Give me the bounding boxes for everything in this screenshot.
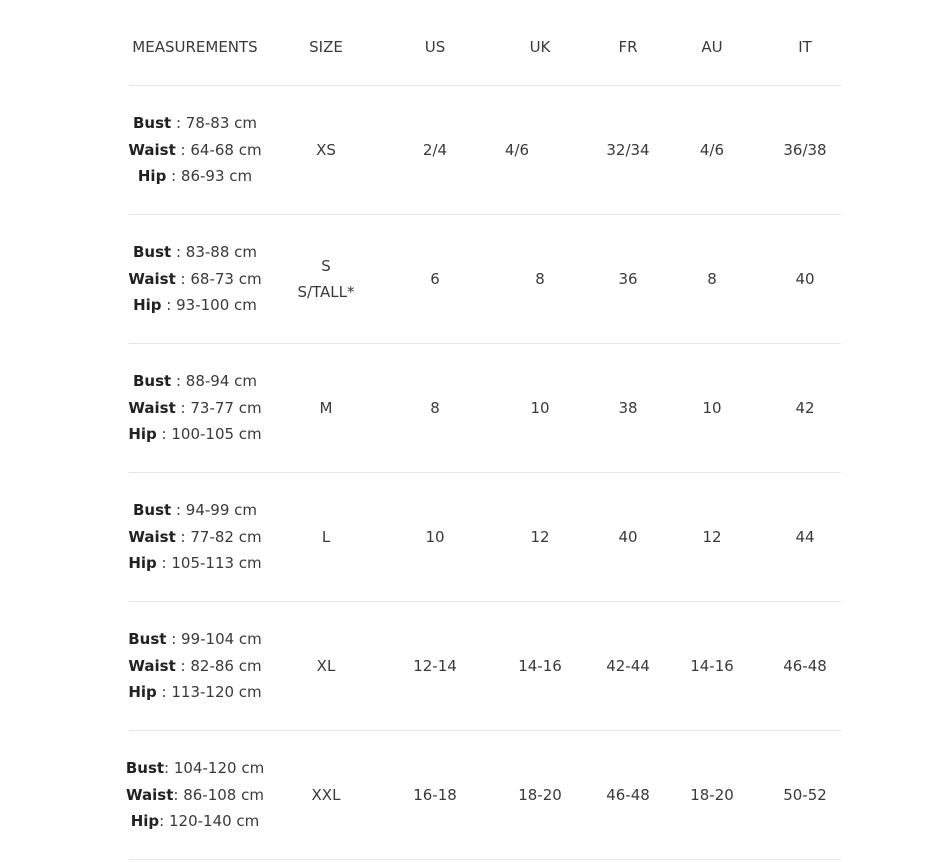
fr-size-cell: 40 — [618, 527, 638, 546]
it-size-cell: 46-48 — [783, 656, 827, 675]
size-cell: M — [319, 398, 333, 417]
table-row — [129, 602, 841, 731]
measurements-cell — [129, 602, 261, 730]
bust-measurement: Bust : 83-88 cm — [132, 243, 258, 262]
us-size-cell: 2/4 — [422, 140, 448, 159]
hip-measurement: Hip : 105-113 cm — [128, 554, 262, 573]
waist-measurement: Waist : 73-77 cm — [128, 398, 262, 417]
header-us: US — [424, 37, 446, 56]
hip-measurement: Hip : 93-100 cm — [133, 296, 257, 315]
size-cell: S S/TALL* — [297, 256, 355, 301]
fr-size-cell: 32/34 — [606, 140, 650, 159]
table-row — [129, 86, 841, 215]
header-au: AU — [701, 37, 723, 56]
hip-measurement: Hip : 86-93 cm — [137, 167, 253, 186]
measurements-cell — [129, 473, 261, 601]
uk-size-cell: 14-16 — [518, 656, 562, 675]
us-size-cell: 10 — [425, 527, 445, 546]
bust-measurement: Bust : 99-104 cm — [128, 630, 262, 649]
size-cell: XS — [316, 140, 336, 159]
table-row — [129, 473, 841, 602]
it-size-cell: 50-52 — [783, 785, 827, 804]
measurements-cell — [129, 215, 261, 343]
size-cell: L — [321, 527, 331, 546]
bust-measurement: Bust: 104-120 cm — [125, 759, 265, 778]
waist-measurement: Waist: 86-108 cm — [126, 785, 264, 804]
au-size-cell: 12 — [702, 527, 722, 546]
table-header-row — [129, 0, 841, 86]
hip-measurement: Hip: 120-140 cm — [130, 812, 260, 831]
uk-size-cell: 8 — [535, 269, 545, 288]
waist-measurement: Waist : 68-73 cm — [128, 269, 262, 288]
uk-size-cell: 4/6 — [504, 140, 530, 159]
size-chart-table — [125, 0, 841, 860]
hip-measurement: Hip : 113-120 cm — [128, 683, 262, 702]
fr-size-cell: 42-44 — [606, 656, 650, 675]
size-cell: XXL — [311, 785, 341, 804]
table-row — [125, 731, 841, 860]
au-size-cell: 18-20 — [690, 785, 734, 804]
fr-size-cell: 36 — [618, 269, 638, 288]
au-size-cell: 8 — [707, 269, 717, 288]
au-size-cell: 14-16 — [690, 656, 734, 675]
table-row — [129, 344, 841, 473]
fr-size-cell: 46-48 — [606, 785, 650, 804]
fr-size-cell: 38 — [618, 398, 638, 417]
us-size-cell: 12-14 — [413, 656, 457, 675]
it-size-cell: 44 — [795, 527, 815, 546]
hip-measurement: Hip : 100-105 cm — [128, 425, 262, 444]
bust-measurement: Bust : 78-83 cm — [132, 114, 258, 133]
waist-measurement: Waist : 82-86 cm — [128, 656, 262, 675]
waist-measurement: Waist : 77-82 cm — [128, 527, 262, 546]
table-row — [129, 215, 841, 344]
uk-size-cell: 12 — [530, 527, 550, 546]
us-size-cell: 6 — [430, 269, 440, 288]
measurements-cell — [125, 731, 265, 859]
au-size-cell: 10 — [702, 398, 722, 417]
size-cell: XL — [316, 656, 336, 675]
bust-measurement: Bust : 88-94 cm — [132, 372, 258, 391]
header-uk: UK — [529, 37, 551, 56]
uk-size-cell: 18-20 — [518, 785, 562, 804]
header-size: SIZE — [309, 37, 343, 56]
waist-measurement: Waist : 64-68 cm — [128, 140, 262, 159]
it-size-cell: 40 — [795, 269, 815, 288]
header-it: IT — [798, 37, 812, 56]
header-fr: FR — [618, 37, 638, 56]
measurements-cell — [129, 86, 261, 214]
uk-size-cell: 10 — [530, 398, 550, 417]
measurements-cell — [129, 344, 261, 472]
us-size-cell: 8 — [430, 398, 440, 417]
au-size-cell: 4/6 — [699, 140, 725, 159]
it-size-cell: 42 — [795, 398, 815, 417]
it-size-cell: 36/38 — [783, 140, 827, 159]
header-measurements: MEASUREMENTS — [132, 37, 258, 56]
bust-measurement: Bust : 94-99 cm — [132, 501, 258, 520]
us-size-cell: 16-18 — [413, 785, 457, 804]
